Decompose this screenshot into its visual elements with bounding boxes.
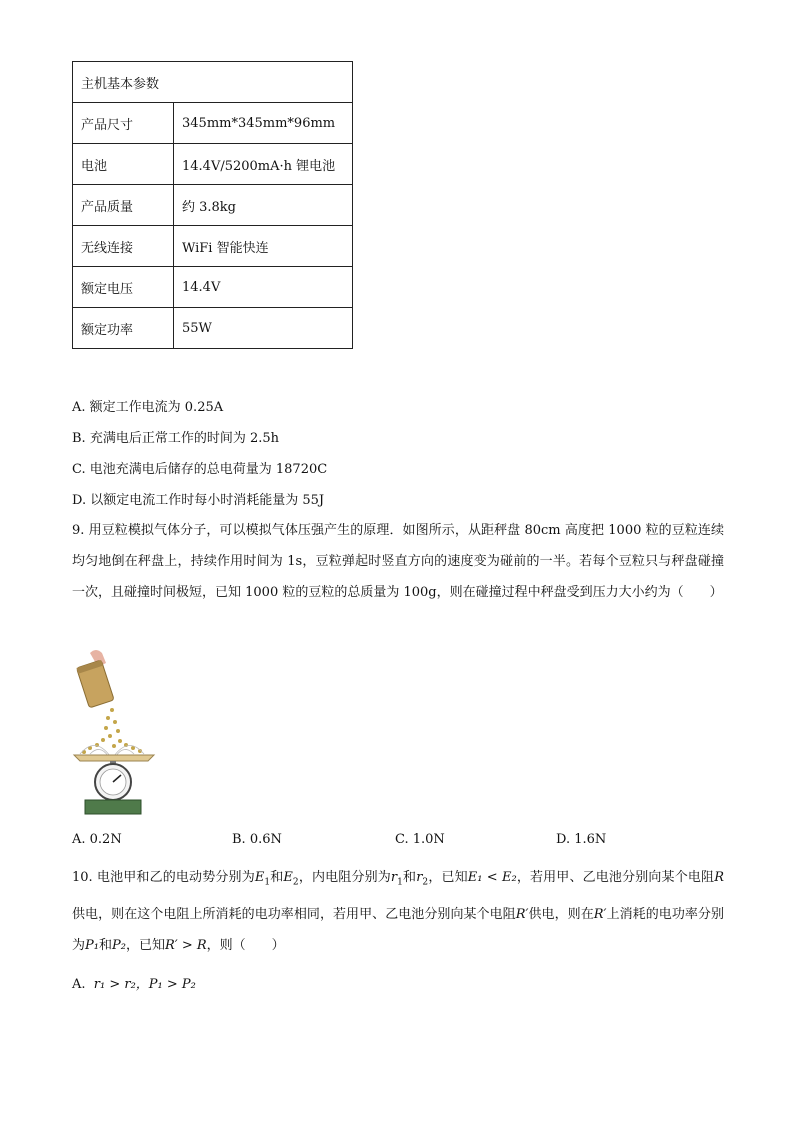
q10-text: 上消耗的电功率分别为 bbox=[72, 906, 724, 953]
option-label: A. bbox=[72, 977, 86, 992]
scale-pan bbox=[74, 755, 154, 761]
math-r-prime: R′ bbox=[593, 906, 607, 922]
q9-option-d: D. 1.6N bbox=[556, 832, 607, 847]
q10-text: 供电，则在 bbox=[528, 906, 594, 922]
q8-option-d: D. 以额定电流工作时每小时消耗能量为 55J bbox=[72, 493, 325, 508]
q10-text: 10. 电池甲和乙的电动势分别为 bbox=[72, 870, 255, 885]
spec-table bbox=[72, 61, 353, 349]
bean-scale-illustration bbox=[70, 648, 160, 818]
q9-option-a: A. 0.2N bbox=[72, 832, 122, 847]
q10-text: ，则（ ） bbox=[206, 937, 285, 953]
q10-text: ，已知 bbox=[125, 937, 165, 953]
q10-option-a bbox=[72, 973, 196, 992]
math-p2: P₂ bbox=[112, 937, 126, 953]
math-condition-2: R′ > R bbox=[164, 937, 207, 953]
spec-value: 14.4V bbox=[174, 267, 353, 308]
spec-table-header-row bbox=[73, 62, 353, 103]
spec-key: 额定功率 bbox=[73, 308, 174, 349]
q10-text: 和 bbox=[402, 870, 417, 885]
q10-stem bbox=[72, 862, 724, 961]
math-e1: $E_1$ bbox=[254, 870, 271, 888]
math-r-prime: R′ bbox=[515, 906, 529, 922]
spec-key: 额定电压 bbox=[73, 267, 174, 308]
table-row bbox=[73, 267, 353, 308]
math-p1: P₁ bbox=[85, 937, 99, 953]
q10-text: ，若用甲、乙电池分别向某个电阻 bbox=[516, 870, 715, 885]
q9-option-c: C. 1.0N bbox=[395, 832, 445, 847]
q9-stem: 9. 用豆粒模拟气体分子，可以模拟气体压强产生的原理．如图所示，从距秤盘 80cm 高度把 1000 粒的豆粒连续均匀地倒在秤盘上，持续作用时间为 1s，豆粒弹起时竖直方向的速度变为碰前的一半。若每个豆粒只与秤盘碰撞一次，且碰撞时间极短，已知 1000 粒的豆粒的总质量为 100g，则在碰撞过程中秤盘受到压力大小约为（ ） bbox=[72, 523, 724, 600]
spec-value: 14.4V/5200mA·h 锂电池 bbox=[174, 144, 353, 185]
falling-beans bbox=[82, 708, 142, 754]
spec-value: 55W bbox=[174, 308, 353, 349]
spec-table-header: 主机基本参数 bbox=[73, 62, 353, 103]
q10-text: ，已知 bbox=[428, 870, 468, 885]
q8-option-a: A. 额定工作电流为 0.25A bbox=[72, 400, 224, 415]
q9-option-b: B. 0.6N bbox=[232, 832, 282, 847]
math-r2: $r_2$ bbox=[416, 870, 429, 888]
q10-text: 和 bbox=[98, 937, 112, 953]
table-row bbox=[73, 226, 353, 267]
q10-text: 供电，则在这个电阻上所消耗的电功率相同，若用甲、乙电池分别向某个电阻 bbox=[72, 906, 516, 922]
spec-key: 电池 bbox=[73, 144, 174, 185]
spec-value: 约 3.8kg bbox=[174, 185, 353, 226]
spec-value: WiFi 智能快连 bbox=[174, 226, 353, 267]
table-row bbox=[73, 103, 353, 144]
cup-icon bbox=[76, 660, 114, 708]
math-r: R bbox=[714, 870, 724, 885]
spec-key: 无线连接 bbox=[73, 226, 174, 267]
math-e2: $E_2$ bbox=[283, 870, 299, 888]
table-row bbox=[73, 308, 353, 349]
spec-value: 345mm*345mm*96mm bbox=[174, 103, 353, 144]
spec-key: 产品质量 bbox=[73, 185, 174, 226]
option-math: r₁ > r₂，P₁ > P₂ bbox=[93, 977, 196, 992]
math-condition: E₁ < E₂ bbox=[467, 870, 517, 885]
scale-base bbox=[85, 800, 141, 814]
spec-key: 产品尺寸 bbox=[73, 103, 174, 144]
q8-option-b: B. 充满电后正常工作的时间为 2.5h bbox=[72, 431, 279, 446]
q10-text: ，内电阻分别为 bbox=[298, 870, 391, 885]
table-row bbox=[73, 144, 353, 185]
table-row bbox=[73, 185, 353, 226]
math-r1: $r_1$ bbox=[390, 870, 403, 888]
q10-text: 和 bbox=[270, 870, 284, 885]
q8-option-c: C. 电池充满电后储存的总电荷量为 18720C bbox=[72, 462, 328, 477]
